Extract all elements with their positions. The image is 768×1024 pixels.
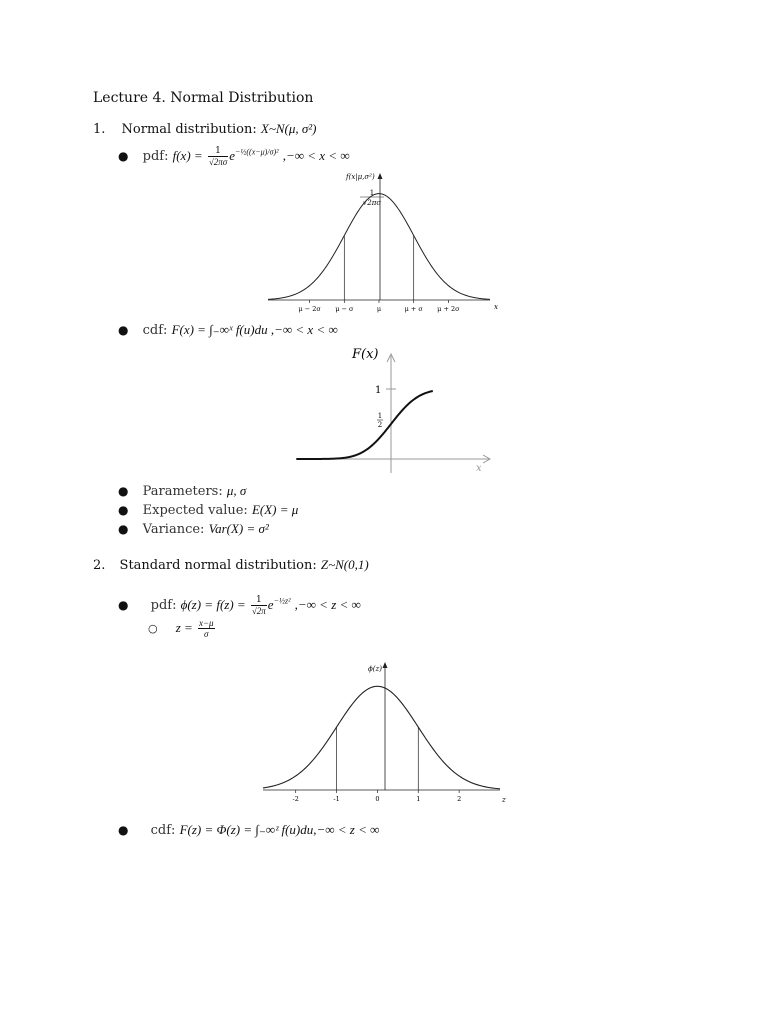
cdf-figure-tick-half-den: 2 (377, 421, 383, 429)
section-2-heading-math: Z~N(0,1) (320, 557, 369, 572)
section-1-heading (93, 121, 317, 137)
pdf-figure-1 (262, 170, 502, 315)
bullet-icon: ● (118, 598, 129, 612)
section-2-heading-text: Standard normal distribution: (119, 558, 317, 573)
page-title: Lecture 4. Normal Distribution (93, 90, 314, 106)
cdf-formula: F(x) = ∫₋∞ˣ f(u)du ,−∞ < x < ∞ (171, 322, 338, 337)
std-pdf-figure-xlabel: z (502, 796, 506, 804)
cdf-figure-tick-half-num: 1 (377, 412, 383, 420)
parameters-label: Parameters: (142, 484, 223, 499)
std-pdf-range: ,−∞ < z < ∞ (294, 597, 361, 612)
bullet-icon: ● (118, 323, 129, 337)
parameters-value: μ, σ (226, 483, 247, 498)
variance-line (118, 521, 269, 537)
cdf-line (118, 322, 338, 338)
section-2-number: 2. (93, 558, 106, 573)
std-cdf-formula: F(z) = Φ(z) = ∫₋∞ᶻ f(u)du,−∞ < z < ∞ (179, 822, 380, 837)
cdf-label: cdf: (142, 323, 168, 338)
cdf-figure-tick-one: 1 (375, 385, 382, 396)
z-transform-lhs: z = (175, 620, 193, 635)
cdf-figure-xlabel: x (476, 463, 482, 474)
std-pdf-figure-curve (263, 686, 500, 789)
std-pdf-lhs: ϕ(z) = f(z) = (180, 597, 246, 612)
z-transform-fraction (198, 618, 215, 639)
cdf-figure-curve (296, 391, 432, 459)
pdf-label: pdf: (142, 149, 169, 164)
std-pdf-figure-yarrow-icon (383, 662, 388, 668)
section-2-heading (93, 557, 369, 573)
expected-value-label: Expected value: (142, 503, 248, 518)
parameters-line (118, 483, 246, 499)
circle-bullet-icon: ○ (148, 622, 158, 635)
std-pdf-label: pdf: (150, 598, 177, 613)
std-cdf-label: cdf: (150, 823, 176, 838)
std-pdf-figure-tick-label: 0 (375, 795, 380, 803)
variance-value: Var(X) = σ² (208, 521, 269, 536)
std-pdf-exponent: −½z² (273, 596, 291, 606)
pdf-frac-den: √2πσ (208, 157, 228, 167)
pdf-figure-1-curve (268, 194, 490, 300)
z-transform-num: x−μ (198, 618, 214, 628)
section-1-heading-math: X~N(μ, σ²) (260, 121, 317, 136)
std-pdf-figure-tick-label: -1 (333, 795, 340, 803)
expected-value-line (118, 502, 298, 518)
bullet-icon: ● (118, 522, 129, 536)
pdf-figure-1-tick-label: μ (376, 305, 382, 313)
pdf-figure-1-tick-label: μ + 2σ (437, 305, 460, 313)
pdf-fraction (208, 146, 228, 167)
pdf-range: ,−∞ < x < ∞ (282, 148, 350, 163)
pdf-figure-1-ytick-den: √2πσ (362, 199, 382, 207)
std-pdf-fraction (251, 595, 267, 616)
bullet-icon: ● (118, 484, 129, 498)
std-pdf-frac-num: 1 (251, 595, 267, 606)
pdf-line (118, 146, 350, 167)
bullet-icon: ● (118, 823, 129, 837)
pdf-formula-lhs: f(x) = (172, 148, 203, 163)
z-transform-den: σ (204, 629, 209, 639)
expected-value-value: E(X) = μ (251, 502, 299, 517)
pdf-figure-1-tick-label: μ − σ (335, 305, 354, 313)
section-1-number: 1. (93, 122, 106, 137)
variance-label: Variance: (142, 522, 205, 537)
pdf-figure-1-ytick-num: 1 (369, 189, 375, 197)
std-pdf-figure-tick-label: -2 (292, 795, 299, 803)
std-pdf-exp-base: e (267, 597, 274, 612)
pdf-figure-1-tick-label: μ + σ (404, 305, 423, 313)
std-pdf-figure-tick-label: 2 (457, 795, 462, 803)
section-1-heading-text: Normal distribution: (121, 122, 257, 137)
bullet-icon: ● (118, 149, 129, 163)
std-pdf-figure-ylabel: ϕ(z) (368, 665, 382, 673)
std-pdf-line (118, 595, 361, 616)
z-transform-line (148, 618, 216, 639)
pdf-figure-1-tick-label: μ − 2σ (298, 305, 321, 313)
pdf-figure-1-xlabel: x (494, 303, 498, 311)
std-cdf-line (118, 822, 379, 838)
cdf-figure (290, 340, 500, 475)
std-pdf-frac-den: √2π (251, 606, 266, 616)
cdf-figure-ylabel: F(x) (352, 347, 379, 362)
std-pdf-figure-tick-label: 1 (416, 795, 421, 803)
pdf-exponent: −½((x−μ)/σ)² (234, 147, 279, 157)
pdf-figure-1-yarrow-icon (378, 173, 383, 179)
std-pdf-figure (255, 650, 517, 808)
pdf-frac-num: 1 (208, 146, 228, 157)
bullet-icon: ● (118, 503, 129, 517)
pdf-exp-base: e (229, 148, 235, 163)
pdf-figure-1-ylabel: f(x|μ,σ²) (346, 173, 375, 181)
